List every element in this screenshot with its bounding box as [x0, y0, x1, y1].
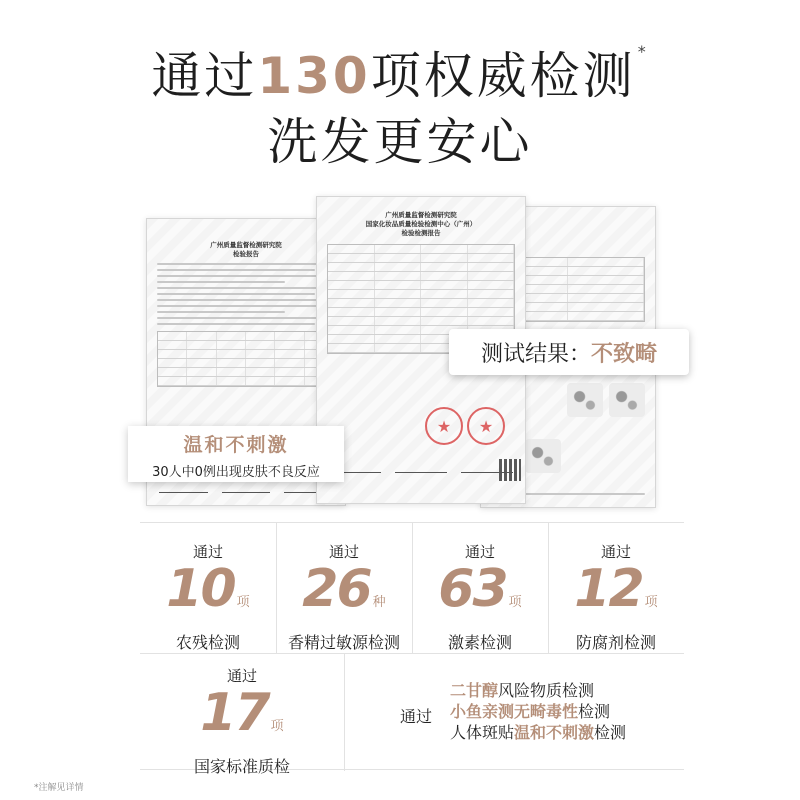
- headline-number: 130: [257, 47, 371, 105]
- report-left-signatures: [159, 481, 333, 493]
- mild-description: 30人中0例出现皮肤不良反应: [152, 465, 320, 480]
- stat-number: 26 种: [302, 559, 386, 619]
- red-stamp-icon: ★: [425, 407, 463, 445]
- stat-label: 国家标准质检: [193, 757, 290, 776]
- embryo-image-icon: [609, 383, 645, 417]
- report-left-table: [157, 331, 335, 387]
- stat-label: 农残检测: [175, 633, 240, 652]
- test-result-callout: [449, 329, 689, 375]
- headline-line-2: 洗发更安心: [267, 113, 533, 171]
- extra-line-2: 小鱼亲测无畸毒性检测: [450, 702, 611, 721]
- headline-line-1: [0, 36, 800, 108]
- stat-pesticide: 通过 10 项 农残检测: [140, 541, 276, 653]
- red-stamp-icon: ★: [467, 407, 505, 445]
- stat-fragrance-allergen: 通过 26 种 香精过敏源检测: [276, 541, 412, 653]
- stat-label: 激素检测: [447, 633, 512, 652]
- embryo-image-icon: [567, 383, 603, 417]
- stat-preservative: 通过 12 项 防腐剂检测: [548, 541, 684, 653]
- report-left-title: 广州质量监督检测研究院 检验报告: [210, 241, 282, 258]
- extra-line-3: 人体斑贴温和不刺激检测: [450, 723, 627, 742]
- stat-number: 63 项: [438, 559, 522, 619]
- embryo-image-icon: [525, 439, 561, 473]
- report-mid-title: 广州质量监督检测研究院 国家化妆品质量检验检测中心（广州） 检验检测报告: [365, 211, 477, 237]
- stat-hormone: 通过 63 项 激素检测: [412, 541, 548, 653]
- stat-label: 香精过敏源检测: [287, 633, 400, 652]
- stat-label: 防腐剂检测: [575, 633, 656, 652]
- stat-number: 17 项: [200, 683, 284, 743]
- footnote-mark: *: [637, 42, 649, 61]
- test-result-label: 测试结果：: [480, 341, 591, 367]
- mild-callout: [128, 426, 344, 482]
- report-mid-signatures: [329, 461, 513, 473]
- stat-number: 12 项: [574, 559, 658, 619]
- stat-number: 10 项: [166, 559, 250, 619]
- extra-pre: 通过: [400, 707, 433, 726]
- mild-title: 温和不刺激: [183, 434, 289, 456]
- headline-post: 项权威检测: [370, 47, 636, 105]
- stat-national-standard: 通过 17 项 国家标准质检: [174, 665, 310, 777]
- extra-line-1: 二甘醇风险物质检测: [450, 681, 595, 700]
- footnote: *注解见详情: [34, 783, 84, 793]
- headline-pre: 通过: [151, 47, 258, 105]
- test-result-value: 不致畸: [591, 341, 658, 367]
